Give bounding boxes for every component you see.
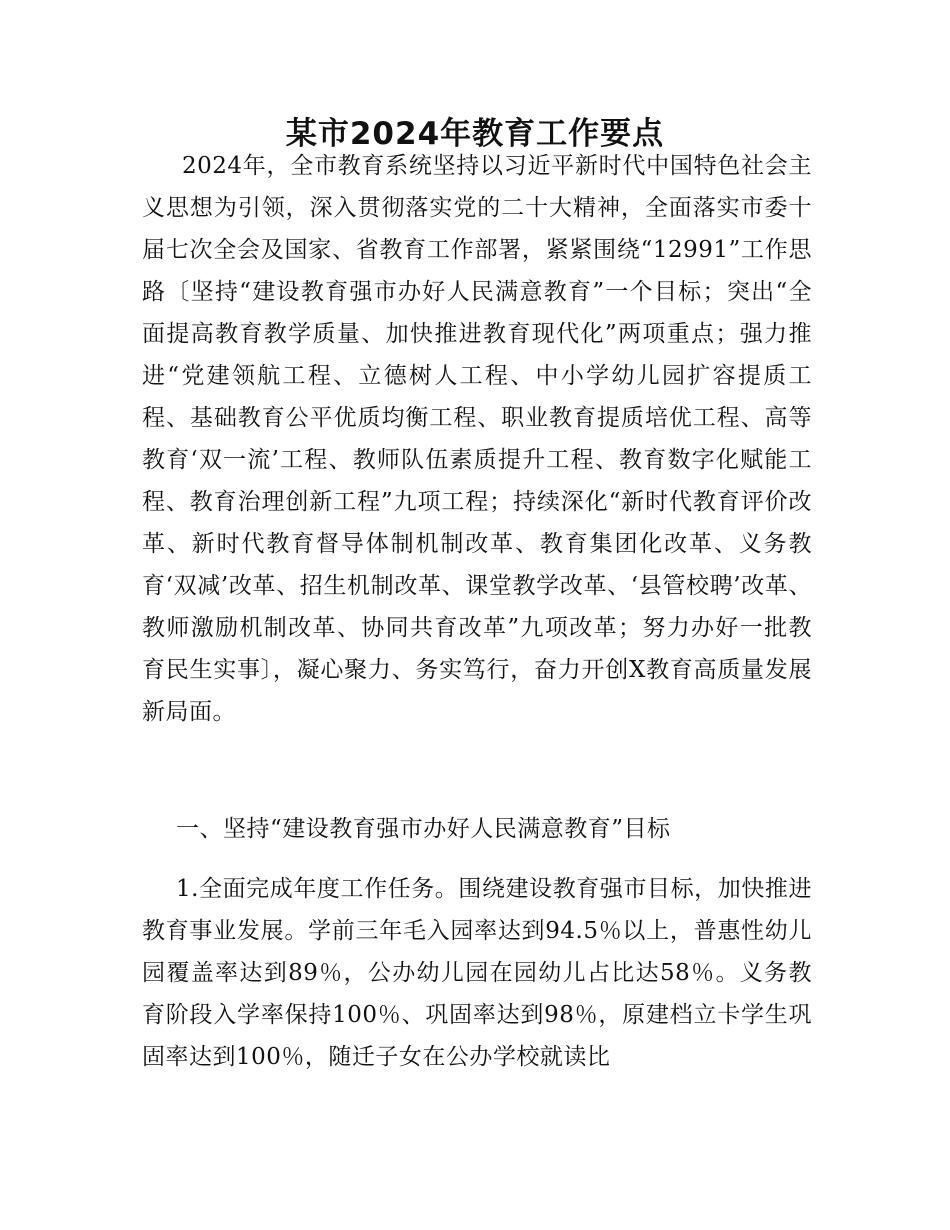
document-title: 某市2024年教育工作要点 [285,116,665,152]
item-one-paragraph: 1.全面完成年度工作任务。围绕建设教育强市目标，加快推进教育事业发展。学前三年毛入园率达到94.5％以上，普惠性幼儿园覆盖率达到89％，公办幼儿园在园幼儿占比达58％。义务教育阶段入学率保持100％、巩固率达到98％，原建档立卡学生巩固率达到100％，随迁子女在公办学校就读比 [142,876,812,1070]
intro-paragraph: 2024年，全市教育系统坚持以习近平新时代中国特色社会主义思想为引领，深入贯彻落实党的二十大精神，全面落实市委十届七次全会及国家、省教育工作部署，紧紧围绕“12991”工作思路〔坚持“建设教育强市办好人民满意教育”一个目标；突出“全面提高教育教学质量、加快推进教育现代化”两项重点；强力推进“党建领航工程、立德树人工程、中小学幼儿园扩容提质工程、基础教育公平优质均衡工程、职业教育提质培优工程、高等教育‘双一流’工程、教师队伍素质提升工程、教育数字化赋能工程、教育治理创新工程”九项工程；持续深化“新时代教育评价改革、新时代教育督导体制机制改革、教育集团化改革、义务教育‘双减’改革、招生机制改革、课堂教学改革、‘县管校聘’改革、教师激励机制改革、协同共育改革”九项改革；努力办好一批教育民生实事〕，凝心聚力、务实笃行，奋力开创X教育高质量发展新局面。 [142,153,812,725]
section-one-heading: 一、坚持“建设教育强市办好人民满意教育”目标 [176,816,671,842]
